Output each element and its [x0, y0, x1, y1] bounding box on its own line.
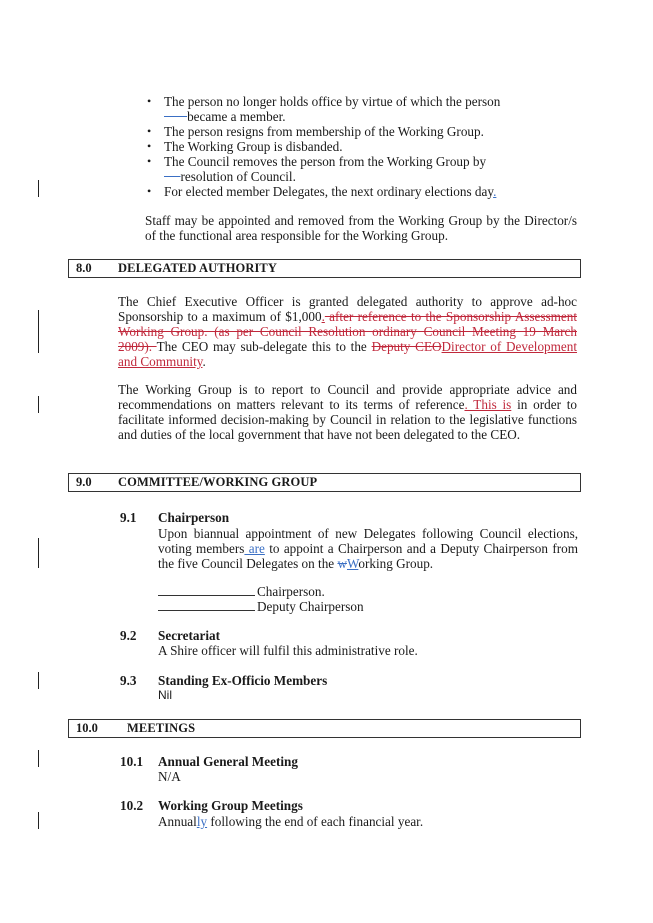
inserted-text: ly [196, 814, 208, 829]
agm-text: N/A [158, 769, 181, 784]
subsection-heading: 9.3 Standing Ex-Officio Members [120, 673, 328, 688]
section-heading-10 [68, 719, 581, 738]
subsection-heading: 9.2 Secretariat [120, 628, 220, 643]
inserted-text: W [346, 556, 359, 571]
change-bar [38, 180, 39, 197]
inserted-text: . [321, 309, 325, 324]
inserted-text: . [493, 184, 497, 199]
section-number: 8.0 [76, 261, 92, 275]
termination-bullet-list [145, 94, 577, 199]
change-bar [38, 750, 39, 767]
list-item: • The person no longer holds office by virtue of which the person became a member. [145, 94, 577, 124]
deleted-tab-mark [164, 169, 180, 184]
deleted-tab-mark [164, 109, 187, 124]
section-heading-9 [68, 473, 581, 492]
blank-line [158, 599, 255, 611]
staff-paragraph: Staff may be appointed and removed from the Working Group by the Director/s of the functional area responsible for the Working Group. [145, 213, 577, 243]
section-heading-8 [68, 259, 581, 278]
meetings-text: Annually following the end of each financial year. [158, 814, 424, 829]
list-item: • The Working Group is disbanded. [145, 139, 577, 154]
blank-line [158, 584, 255, 596]
change-bar [38, 310, 39, 353]
deleted-text: Deputy CEO [371, 339, 442, 354]
change-bar [38, 538, 39, 568]
inserted-text: Director of Development and Community [118, 339, 578, 369]
change-bar [38, 672, 39, 689]
inserted-text: . This is [464, 397, 512, 412]
section-number: 10.0 [76, 721, 98, 735]
ex-officio-text: Nil [158, 688, 172, 702]
deleted-text: after reference to the Sponsorship Assessment Working Group. (as per Council Resolution ordinary Council Meeting 19 March 2009). [118, 309, 577, 354]
chairperson-paragraph: Upon biannual appointment of new Delegates following Council elections, voting members are to appoint a Chairperson and a Deputy Chairperson from the five Council Delegates on the wWorking Group. [158, 526, 578, 571]
secretariat-text: A Shire officer will fulfil this administrative role. [158, 643, 418, 658]
subsection-heading: 10.2 Working Group Meetings [120, 798, 303, 813]
deputy-chairperson-signature-line: Deputy Chairperson [158, 599, 578, 614]
deleted-text: w [337, 556, 347, 571]
section-number: 9.0 [76, 475, 92, 489]
change-bar [38, 396, 39, 413]
chairperson-signature-line: Chairperson. [158, 584, 578, 599]
subsection-heading: 9.1 Chairperson [120, 510, 230, 525]
list-item: • The person resigns from membership of the Working Group. [145, 124, 577, 139]
list-item: • For elected member Delegates, the next ordinary elections day. [145, 184, 577, 199]
list-item: • The Council removes the person from the Working Group by resolution of Council. [145, 154, 577, 184]
inserted-text: are [244, 541, 265, 556]
delegated-authority-paragraph: The Chief Executive Officer is granted delegated authority to approve ad-hoc Sponsorship to a maximum of $1,000. after reference to the Sponsorship Assessment Working Group. (as per Council Resolution ordinary Council Meeting 19 March 2009). The CEO may sub-delegate this to the Deputy CEODirector of Development and Community. [118, 294, 578, 369]
section-title: COMMITTEE/WORKING GROUP [118, 475, 318, 489]
section-title: DELEGATED AUTHORITY [118, 261, 277, 275]
subsection-heading: 10.1 Annual General Meeting [120, 754, 298, 769]
section-title: MEETINGS [127, 721, 196, 735]
change-bar [38, 812, 39, 829]
reporting-paragraph: The Working Group is to report to Council and provide appropriate advice and recommendations on matters relevant to its terms of reference. This is in order to facilitate informed decision-making by Council in relation to the legislative functions and duties of the local government that have not been delegated to the CEO. [118, 382, 577, 442]
